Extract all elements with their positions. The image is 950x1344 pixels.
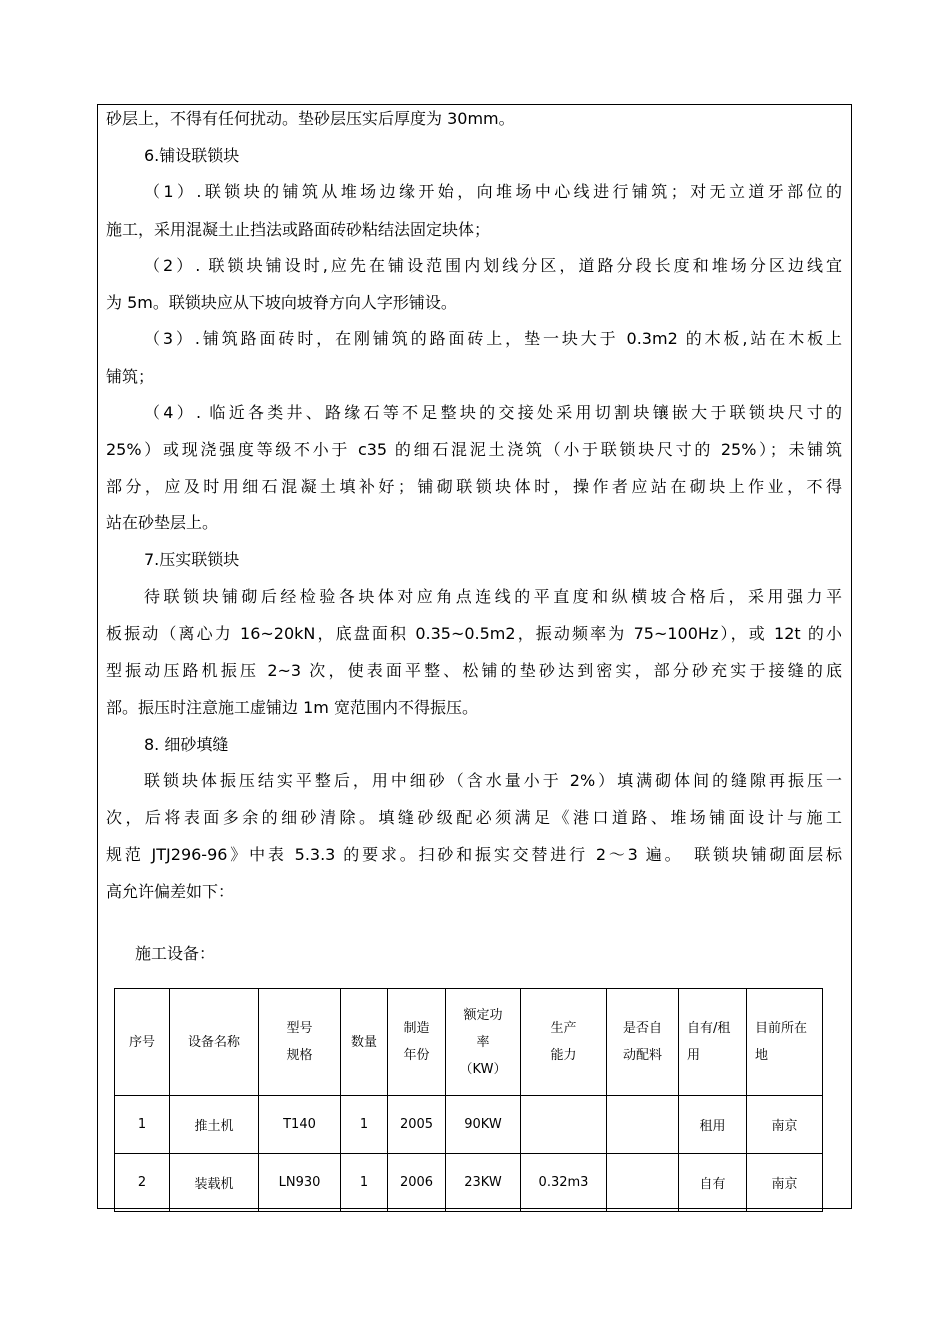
paragraph-line: 砂层上，不得有任何扰动。垫砂层压实后厚度为 30mm。 <box>106 109 515 128</box>
table-header-row <box>115 989 823 1096</box>
paragraph-line: 联锁块体振压结实平整后，用中细砂（含水量小于 2%）填满砌体间的缝隙再振压一 <box>144 771 842 790</box>
header-cell: 序号 <box>115 989 170 1096</box>
header-cell: 制造 年份 <box>388 989 446 1096</box>
section-heading: 8. 细砂填缝 <box>144 735 229 754</box>
paragraph-line: 部。振压时注意施工虚铺边 1m 宽范围内不得振压。 <box>106 698 478 717</box>
paragraph-line: 待联锁块铺砌后经检验各块体对应角点连线的平直度和纵横坡合格后，采用强力平 <box>144 587 842 606</box>
header-cell: 设备名称 <box>170 989 259 1096</box>
table-cell: 自有 <box>679 1154 747 1212</box>
equipment-table <box>114 988 823 1212</box>
paragraph-line: 25%）或现浇强度等级不小于 c35 的细石混泥土浇筑（小于联锁块尺寸的 25%）；未铺筑 <box>106 440 842 459</box>
table-cell: 装载机 <box>170 1154 259 1212</box>
table-row <box>115 1096 823 1154</box>
table-cell: 南京 <box>747 1096 823 1154</box>
header-cell: 目前所在 地 <box>747 989 823 1096</box>
table-cell: 租用 <box>679 1096 747 1154</box>
table-row <box>115 1154 823 1212</box>
table-cell <box>607 1154 679 1212</box>
paragraph-line: 施工，采用混凝土止挡法或路面砖砂粘结法固定块体； <box>106 220 491 239</box>
paragraph-line: 为 5m。联锁块应从下坡向坡脊方向人字形铺设。 <box>106 293 457 312</box>
table-cell: 23KW <box>446 1154 521 1212</box>
paragraph-line: 板振动（离心力 16~20kN，底盘面积 0.35~0.5m2，振动频率为 75~100Hz），或 12t 的小 <box>106 624 842 643</box>
table-cell: 1 <box>341 1154 388 1212</box>
header-cell: 数量 <box>341 989 388 1096</box>
section-heading: 7.压实联锁块 <box>144 550 240 569</box>
table-cell: 0.32m3 <box>521 1154 607 1212</box>
table-cell <box>521 1096 607 1154</box>
table-cell: 南京 <box>747 1154 823 1212</box>
table-cell: 2 <box>115 1154 170 1212</box>
table-cell: 1 <box>341 1096 388 1154</box>
equipment-heading: 施工设备： <box>135 944 216 963</box>
paragraph-line: 高允许偏差如下： <box>106 882 235 901</box>
table-cell: 推土机 <box>170 1096 259 1154</box>
table-cell <box>607 1096 679 1154</box>
paragraph-line: （3）.铺筑路面砖时，在刚铺筑的路面砖上，垫一块大于 0.3m2 的木板,站在木板上 <box>144 329 842 348</box>
table-cell: LN930 <box>259 1154 341 1212</box>
paragraph-line: （4）. 临近各类井、路缘石等不足整块的交接处采用切割块镶嵌大于联锁块尺寸的 <box>144 403 842 422</box>
header-cell: 型号 规格 <box>259 989 341 1096</box>
paragraph-line: 型振动压路机振压 2~3 次，使表面平整、松铺的垫砂达到密实，部分砂充实于接缝的底 <box>106 661 842 680</box>
paragraph-line: 站在砂垫层上。 <box>106 513 219 532</box>
paragraph-line: 规范 JTJ296-96》中表 5.3.3 的要求。扫砂和振实交替进行 2～3 遍。 联锁块铺砌面层标 <box>106 845 842 864</box>
paragraph-line: （2）. 联锁块铺设时,应先在铺设范围内划线分区，道路分段长度和堆场分区边线宜 <box>144 256 842 275</box>
section-heading: 6.铺设联锁块 <box>144 146 240 165</box>
header-cell: 生产 能力 <box>521 989 607 1096</box>
header-cell: 是否自 动配料 <box>607 989 679 1096</box>
paragraph-line: 部分，应及时用细石混凝土填补好；铺砌联锁块体时，操作者应站在砌块上作业，不得 <box>106 477 842 496</box>
table-cell: 2005 <box>388 1096 446 1154</box>
paragraph-line: 次，后将表面多余的细砂清除。填缝砂级配必须满足《港口道路、堆场铺面设计与施工 <box>106 808 842 827</box>
table-cell: 2006 <box>388 1154 446 1212</box>
paragraph-line: （1）.联锁块的铺筑从堆场边缘开始，向堆场中心线进行铺筑；对无立道牙部位的 <box>144 182 842 201</box>
table-cell: T140 <box>259 1096 341 1154</box>
header-cell: 额定功 率 （KW） <box>446 989 521 1096</box>
table-cell: 90KW <box>446 1096 521 1154</box>
header-cell: 自有/租 用 <box>679 989 747 1096</box>
paragraph-line: 铺筑； <box>106 367 155 386</box>
table-cell: 1 <box>115 1096 170 1154</box>
